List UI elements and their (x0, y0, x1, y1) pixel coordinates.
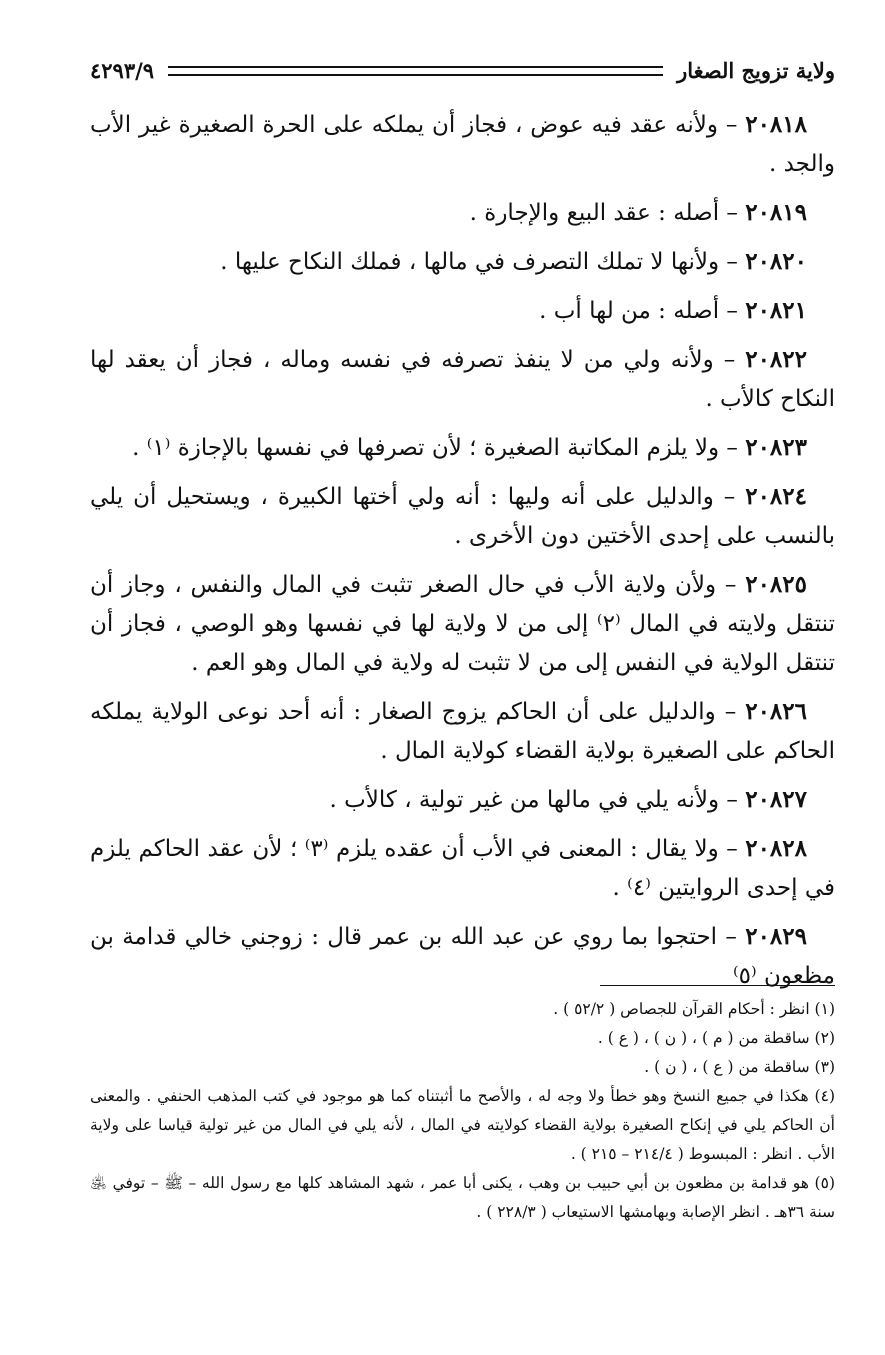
paragraph-text: – ولأنه ولي من لا ينفذ تصرفه في نفسه وماله ، فجاز أن يعقد لها النكاح كالأب . (90, 347, 835, 412)
footnote: (١) انظر : أحكام القرآن للجصاص ( ٥٢/٢ ) . (553, 1000, 835, 1018)
paragraph-text: – ولا يلزم المكاتبة الصغيرة ؛ لأن تصرفها في نفسها بالإجازة ⁽١⁾ . (132, 435, 746, 461)
paragraph-number: ٢٠٨٢٦ (745, 698, 807, 725)
paragraph (90, 477, 835, 556)
paragraph-text: – احتجوا بما روي عن عبد الله بن عمر قال : زوجني خالي قدامة بن مظعون ⁽٥⁾ (90, 924, 835, 989)
footnotes (90, 995, 835, 1227)
paragraph-number: ٢٠٨٢٨ (745, 835, 807, 862)
paragraph-number: ٢٠٨٢٢ (745, 346, 807, 373)
footnote: (٣) ساقطة من ( ع ) ، ( ن ) . (644, 1058, 835, 1076)
paragraph (90, 565, 835, 683)
paragraph-number: ٢٠٨٢٩ (745, 923, 807, 950)
page-reference: ٤٢٩٣/٩ (90, 57, 155, 83)
paragraph-number: ٢٠٨٢٠ (745, 248, 807, 275)
paragraph-text: – والدليل على أن الحاكم يزوج الصغار : أنه أحد نوعى الولاية يملكه الحاكم على الصغيرة بولاية القضاء كولاية المال . (90, 699, 835, 764)
footnote: (٢) ساقطة من ( م ) ، ( ن ) ، ( ع ) . (597, 1029, 835, 1047)
paragraph (90, 780, 835, 820)
paragraph-number: ٢٠٨١٩ (745, 199, 807, 226)
paragraph-text: – أصله : عقد البيع والإجارة . (469, 200, 746, 226)
paragraph (90, 105, 835, 184)
paragraph-number: ٢٠٨٢١ (745, 297, 807, 324)
paragraph-text: – أصله : من لها أب . (539, 298, 746, 324)
paragraph-text: – ولأنه عقد فيه عوض ، فجاز أن يملكه على الحرة الصغيرة غير الأب والجد . (90, 112, 835, 177)
paragraph-number: ٢٠٨٢٤ (745, 483, 807, 510)
paragraph-number: ٢٠٨١٨ (745, 111, 807, 138)
paragraph (90, 242, 835, 282)
paragraph (90, 193, 835, 233)
running-header (90, 50, 835, 90)
footnote-separator (600, 985, 835, 986)
paragraph-text: – ولا يقال : المعنى في الأب أن عقده يلزم ⁽٣⁾ ؛ لأن عقد الحاكم يلزم في إحدى الروايتين ⁽٤⁾ . (90, 836, 835, 901)
footnote: (٥) هو قدامة بن مظعون بن أبي حبيب بن وهب ، يكنى أبا عمر ، شهد المشاهد كلها مع رسول الله – ﷺ – توفي ﵁ سنة ٣٦هـ . انظر الإصابة وبهامشها الاستيعاب ( ٢٢٨/٣ ) . (90, 1174, 835, 1221)
paragraph (90, 291, 835, 331)
paragraph-text: – ولأنه يلي في مالها من غير تولية ، كالأب . (329, 787, 746, 813)
paragraph-text: – ولأن ولاية الأب في حال الصغر تثبت في المال والنفس ، وجاز أن تنتقل ولايته في المال ⁽٢⁾ إلى من لا ولاية لها في نفسها وهو الوصي ، فجاز أن تنتقل الولاية في النفس إلى من لا تثبت له ولاية في المال وهو العم . (90, 572, 835, 676)
paragraph-number: ٢٠٨٢٧ (745, 786, 807, 813)
paragraph (90, 692, 835, 771)
paragraph-text: – ولأنها لا تملك التصرف في مالها ، فملك النكاح عليها . (220, 249, 746, 275)
main-text (90, 105, 835, 1005)
paragraph (90, 340, 835, 419)
footnote: (٤) هكذا في جميع النسخ وهو خطأ ولا وجه له ، والأصح ما أثبتناه كما هو موجود في كتب المذهب الحنفي . والمعنى أن الحاكم يلي في إنكاح الصغيرة بولاية القضاء كولايته في المال ، لأنه يلي في المال من غير تولية قياسا على ولاية الأب . انظر : المبسوط ( ٢١٤/٤ – ٢١٥ ) . (90, 1087, 835, 1163)
paragraph-number: ٢٠٨٢٥ (745, 571, 807, 598)
paragraph-text: – والدليل على أنه وليها : أنه ولي أختها الكبيرة ، ويستحيل أن يلي بالنسب على إحدى الأختين دون الأخرى . (90, 484, 835, 549)
header-rule (168, 66, 663, 76)
chapter-title: ولاية تزويج الصغار (677, 57, 835, 83)
paragraph-number: ٢٠٨٢٣ (745, 434, 807, 461)
paragraph (90, 428, 835, 468)
paragraph (90, 829, 835, 908)
